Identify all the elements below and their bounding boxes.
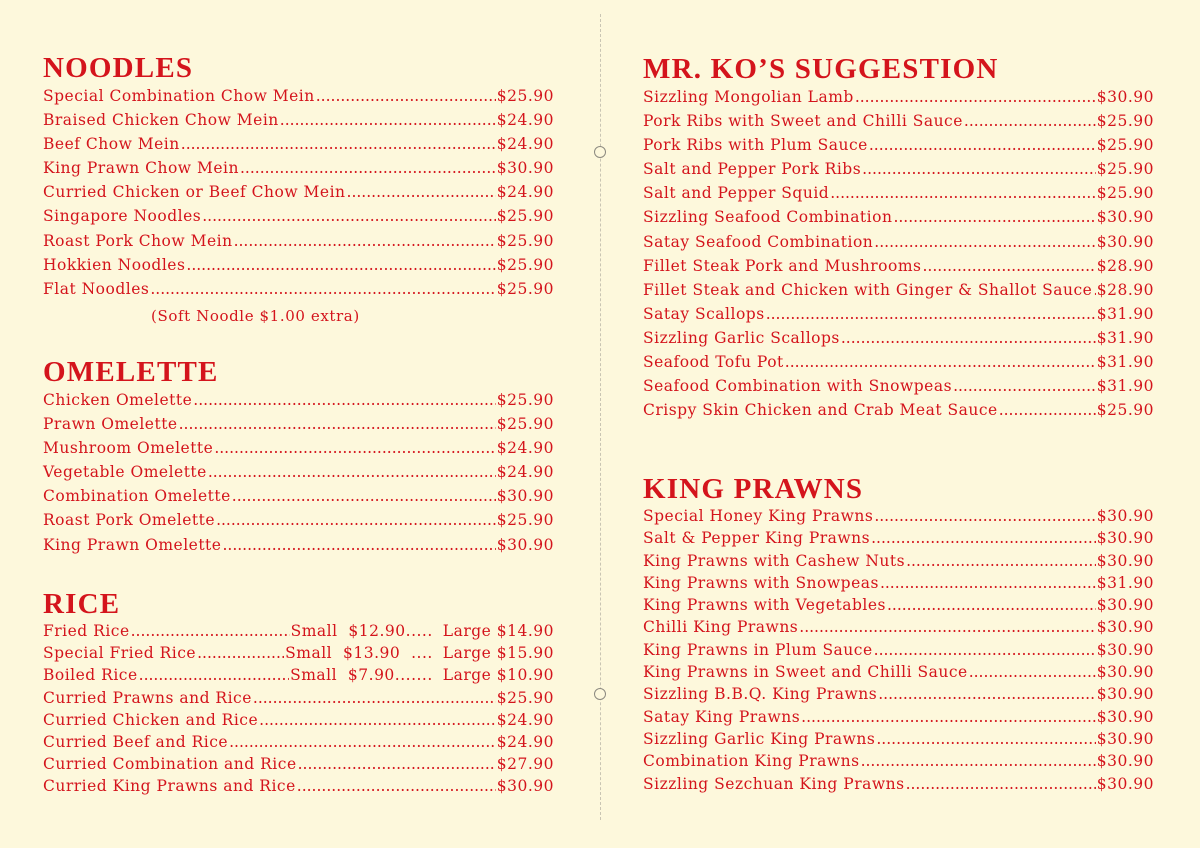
item-name: Sizzling Mongolian Lamb	[643, 88, 854, 106]
item-price: $25.90	[496, 391, 554, 409]
item-name: Curried Prawns and Rice	[43, 688, 252, 707]
menu-item	[43, 132, 554, 156]
item-name: Chilli King Prawns	[643, 618, 799, 637]
item-name: Sizzling Sezchuan King Prawns	[643, 774, 905, 793]
item-name: Roast Pork Chow Mein	[43, 231, 233, 250]
item-name: Vegetable Omelette	[43, 463, 207, 482]
menu-list	[643, 85, 1154, 422]
menu-list	[43, 84, 554, 301]
sized-menu-item	[43, 620, 554, 642]
dot-leader	[869, 133, 1096, 157]
item-name: King Prawns with Vegetables	[643, 596, 886, 615]
item-price: $25.90	[1096, 184, 1154, 203]
item-name: Beef Chow Mein	[43, 135, 180, 154]
menu-note: (Soft Noodle $1.00 extra)	[151, 306, 360, 325]
menu-item	[643, 661, 1154, 683]
menu-item	[643, 85, 1154, 109]
menu-item	[643, 639, 1154, 661]
dot-leader	[179, 412, 496, 436]
item-name: Chicken Omelette	[43, 391, 193, 409]
dot-leader	[871, 527, 1096, 549]
item-name: Special Combination Chow Mein	[43, 87, 315, 105]
item-price: $30.90	[1096, 507, 1154, 525]
menu-item	[643, 750, 1154, 772]
dot-leader	[862, 157, 1096, 181]
item-price: $30.90	[1096, 232, 1154, 251]
item-name: Seafood Combination with Snowpeas	[643, 377, 953, 396]
menu-item	[43, 180, 554, 204]
sized-menu-item	[43, 642, 554, 664]
item-name: King Prawns in Plum Sauce	[643, 640, 873, 659]
item-name: Pork Ribs with Plum Sauce	[643, 136, 868, 155]
item-name: Special Fried Rice	[43, 644, 197, 663]
item-name: Pork Ribs with Sweet and Chilli Sauce	[643, 112, 963, 131]
menu-item	[43, 460, 554, 484]
dot-leader	[799, 616, 1095, 638]
omelette-section	[43, 356, 554, 557]
menu-item	[643, 572, 1154, 594]
item-price: $25.90	[1096, 401, 1154, 420]
item-price: $24.90	[496, 710, 554, 729]
dot-leader	[202, 204, 496, 228]
item-price: $25.90	[496, 255, 554, 274]
menu-item	[643, 205, 1154, 229]
item-price: $24.90	[496, 463, 554, 482]
item-price: $30.90	[1096, 596, 1154, 615]
small-price: Small $12.90.....	[290, 622, 433, 640]
dot-leader	[222, 533, 495, 557]
section-title: KING PRAWNS	[643, 473, 864, 505]
menu-item	[43, 412, 554, 436]
dot-leader	[150, 277, 495, 301]
dot-leader	[874, 639, 1096, 661]
dot-leader	[197, 642, 284, 664]
item-name: Satay Scallops	[643, 304, 765, 323]
dot-leader	[234, 229, 496, 253]
menu-item	[643, 616, 1154, 638]
menu-item	[643, 683, 1154, 705]
dot-leader	[186, 253, 495, 277]
item-price: $30.90	[1096, 529, 1154, 548]
menu-item	[643, 374, 1154, 398]
item-name: Singapore Noodles	[43, 207, 202, 226]
item-price: $30.90	[496, 487, 554, 506]
item-name: Salt and Pepper Pork Ribs	[643, 160, 862, 179]
dot-leader	[229, 731, 496, 753]
item-price: $31.90	[1096, 353, 1154, 372]
menu-item	[643, 594, 1154, 616]
menu-item	[643, 398, 1154, 422]
rice-section	[43, 588, 554, 798]
item-price: $24.90	[496, 439, 554, 458]
dot-leader	[999, 398, 1096, 422]
item-name: Sizzling Garlic King Prawns	[643, 729, 876, 748]
item-price: $31.90	[1096, 377, 1154, 396]
item-name: Fillet Steak and Chicken with Ginger & Shallot Sauce	[643, 280, 1093, 299]
item-price: $30.90	[1096, 729, 1154, 748]
dot-leader	[259, 709, 496, 731]
item-name: Curried Beef and Rice	[43, 732, 229, 751]
dot-leader	[923, 254, 1096, 278]
item-price: $25.90	[1096, 136, 1154, 155]
menu-item	[43, 156, 554, 180]
item-price: $25.90	[496, 279, 554, 298]
menu-item	[43, 436, 554, 460]
item-name: Curried Chicken and Rice	[43, 710, 259, 729]
menu-item	[643, 278, 1154, 302]
item-name: Mushroom Omelette	[43, 439, 214, 458]
dot-leader	[193, 388, 495, 412]
item-price: $30.90	[1096, 618, 1154, 637]
dot-leader	[131, 620, 290, 642]
item-price: $30.90	[1096, 752, 1154, 771]
item-name: Fried Rice	[43, 622, 130, 640]
menu-item	[643, 728, 1154, 750]
item-name: King Prawns with Cashew Nuts	[643, 551, 906, 570]
menu-item	[643, 230, 1154, 254]
item-name: Satay King Prawns	[643, 707, 801, 726]
menu-item	[643, 109, 1154, 133]
menu-item	[43, 508, 554, 532]
item-price: $24.90	[496, 111, 554, 130]
dot-leader	[181, 132, 496, 156]
dot-leader	[887, 594, 1096, 616]
dot-leader	[969, 661, 1096, 683]
item-name: Satay Seafood Combination	[643, 232, 874, 251]
item-price: $30.90	[496, 535, 554, 554]
item-name: Salt and Pepper Squid	[643, 184, 830, 203]
small-price: Small $13.90 ....	[285, 644, 433, 663]
menu-item	[643, 527, 1154, 549]
dot-leader	[316, 84, 496, 108]
dot-leader	[214, 436, 495, 460]
item-name: King Prawns with Snowpeas	[643, 573, 879, 592]
suggestion-section	[643, 53, 1154, 422]
section-title: OMELETTE	[43, 356, 219, 388]
item-name: Sizzling B.B.Q. King Prawns	[643, 685, 878, 704]
item-price: $25.90	[496, 688, 554, 707]
item-name: King Prawn Chow Mein	[43, 159, 239, 178]
dot-leader	[785, 350, 1096, 374]
menu-item	[43, 753, 554, 775]
item-price: $30.90	[496, 159, 554, 178]
menu-item	[643, 157, 1154, 181]
dot-leader	[297, 775, 496, 797]
menu-list	[43, 388, 554, 557]
dot-leader	[208, 460, 496, 484]
item-name: Combination King Prawns	[643, 752, 860, 771]
dot-leader	[874, 230, 1095, 254]
dot-leader	[298, 753, 496, 775]
menu-item	[43, 484, 554, 508]
sized-menu-item	[43, 664, 554, 686]
menu-item	[43, 731, 554, 753]
item-price: $30.90	[1096, 663, 1154, 682]
dot-leader	[766, 302, 1096, 326]
dot-leader	[906, 550, 1096, 572]
binding-hole-top	[594, 146, 606, 158]
item-name: Sizzling Seafood Combination	[643, 208, 893, 227]
item-price: $30.90	[1096, 685, 1154, 704]
item-name: Special Honey King Prawns	[643, 507, 874, 525]
menu-item	[43, 533, 554, 557]
item-price: $25.90	[496, 207, 554, 226]
dot-leader	[876, 728, 1095, 750]
item-name: Braised Chicken Chow Mein	[43, 111, 279, 130]
menu-item	[643, 133, 1154, 157]
item-name: Crispy Skin Chicken and Crab Meat Sauce	[643, 401, 998, 420]
menu-item	[43, 108, 554, 132]
item-name: Hokkien Noodles	[43, 255, 186, 274]
item-name: Curried Combination and Rice	[43, 755, 297, 774]
item-name: Seafood Tofu Pot	[643, 353, 784, 372]
dot-leader	[347, 180, 496, 204]
menu-item	[643, 550, 1154, 572]
item-name: Roast Pork Omelette	[43, 511, 216, 530]
dot-leader	[953, 374, 1096, 398]
item-price: $25.90	[1096, 112, 1154, 131]
menu-item	[643, 254, 1154, 278]
menu-item	[43, 709, 554, 731]
sized-menu-list	[43, 620, 554, 687]
dot-leader	[216, 508, 496, 532]
item-price: $30.90	[1096, 640, 1154, 659]
menu-item	[643, 181, 1154, 205]
item-price: $30.90	[496, 777, 554, 796]
menu-item	[43, 388, 554, 412]
item-price: $25.90	[1096, 160, 1154, 179]
item-name: Flat Noodles	[43, 279, 150, 298]
item-price: $28.90	[1096, 280, 1154, 299]
dot-leader	[874, 505, 1095, 527]
item-price: $30.90	[1096, 551, 1154, 570]
item-name: Combination Omelette	[43, 487, 231, 506]
large-price: Large $15.90	[442, 644, 554, 663]
dot-leader	[841, 326, 1096, 350]
item-name: Fillet Steak Pork and Mushrooms	[643, 256, 922, 275]
section-title: RICE	[43, 588, 121, 620]
item-name: Curried Chicken or Beef Chow Mein	[43, 183, 346, 202]
large-price: Large $10.90	[442, 666, 554, 685]
menu-item	[643, 706, 1154, 728]
dot-leader	[232, 484, 496, 508]
item-name: Salt & Pepper King Prawns	[643, 529, 871, 548]
menu-item	[643, 773, 1154, 795]
item-name: Boiled Rice	[43, 666, 138, 685]
menu-item	[643, 350, 1154, 374]
item-price: $31.90	[1096, 304, 1154, 323]
item-name: Sizzling Garlic Scallops	[643, 328, 840, 347]
dot-leader	[830, 181, 1096, 205]
king-prawns-section	[643, 473, 1154, 795]
item-price: $24.90	[496, 732, 554, 751]
dot-leader	[906, 773, 1096, 795]
menu-item	[43, 277, 554, 301]
menu-item	[43, 775, 554, 797]
binding-hole-bottom	[594, 688, 606, 700]
menu-item	[43, 84, 554, 108]
menu-item	[643, 326, 1154, 350]
menu-item	[43, 687, 554, 709]
item-price: $25.90	[496, 231, 554, 250]
menu-item	[43, 229, 554, 253]
dot-leader	[280, 108, 496, 132]
menu-item	[43, 204, 554, 228]
dot-leader	[253, 687, 496, 709]
item-price: $31.90	[1096, 328, 1154, 347]
menu-list	[43, 687, 554, 798]
small-price: Small $7.90.......	[290, 666, 433, 685]
item-price: $25.90	[496, 511, 554, 530]
dot-leader	[240, 156, 496, 180]
item-name: King Prawn Omelette	[43, 535, 222, 554]
dot-leader	[880, 572, 1096, 594]
menu-item	[643, 302, 1154, 326]
item-price: $27.90	[496, 755, 554, 774]
item-price: $30.90	[1096, 88, 1154, 106]
item-price: $25.90	[496, 87, 554, 105]
menu-list	[643, 505, 1154, 795]
section-title: MR. KO’S SUGGESTION	[643, 53, 999, 85]
item-price: $30.90	[1096, 707, 1154, 726]
item-price: $24.90	[496, 183, 554, 202]
item-price: $25.90	[496, 415, 554, 434]
dot-leader	[139, 664, 289, 686]
noodles-section	[43, 52, 554, 325]
item-price: $31.90	[1096, 573, 1154, 592]
dot-leader	[861, 750, 1096, 772]
dot-leader	[893, 205, 1095, 229]
item-price: $30.90	[1096, 774, 1154, 793]
dot-leader	[1093, 278, 1095, 302]
item-price: $24.90	[496, 135, 554, 154]
item-price: $28.90	[1096, 256, 1154, 275]
dot-leader	[855, 85, 1096, 109]
section-title: NOODLES	[43, 52, 194, 84]
dot-leader	[801, 706, 1096, 728]
dot-leader	[878, 683, 1096, 705]
item-name: Prawn Omelette	[43, 415, 178, 434]
menu-item	[43, 253, 554, 277]
item-name: King Prawns in Sweet and Chilli Sauce	[643, 663, 968, 682]
item-price: $30.90	[1096, 208, 1154, 227]
menu-item	[643, 505, 1154, 527]
large-price: Large $14.90	[442, 622, 554, 640]
dot-leader	[964, 109, 1096, 133]
item-name: Curried King Prawns and Rice	[43, 777, 296, 796]
